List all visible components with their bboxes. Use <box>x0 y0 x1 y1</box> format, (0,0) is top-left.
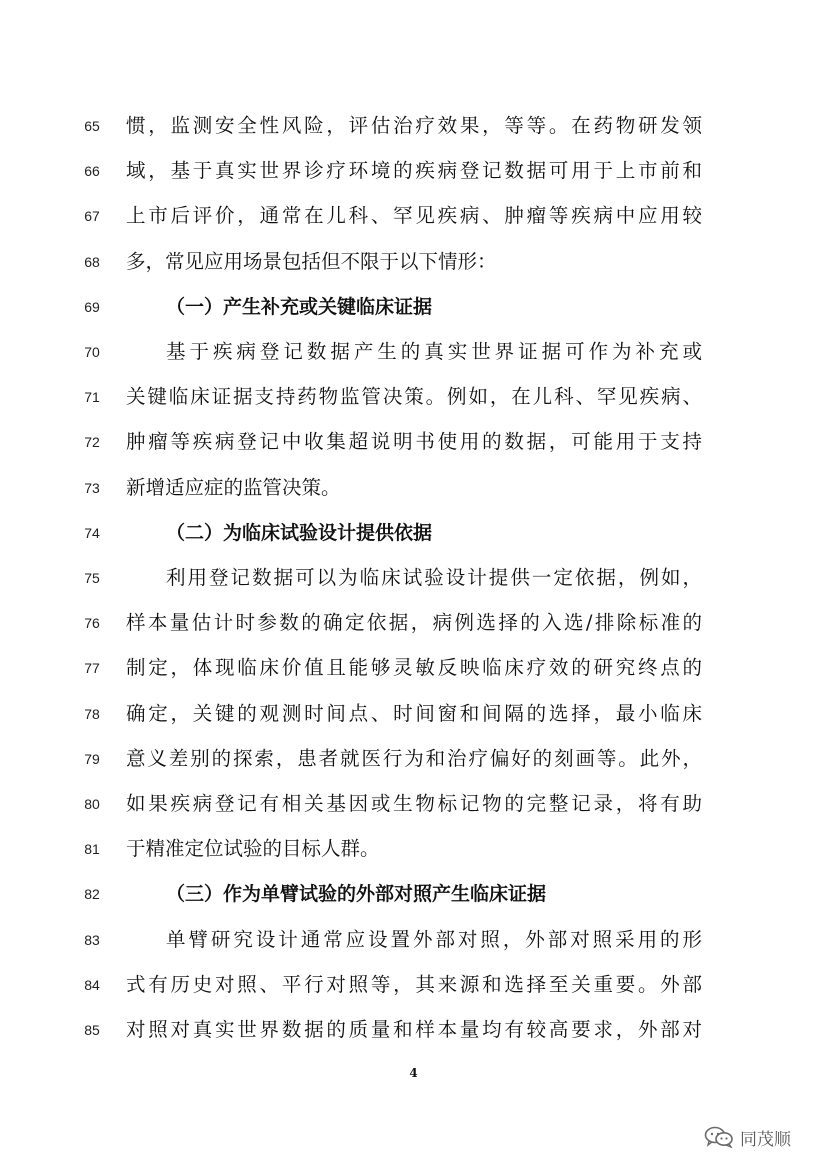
line-number: 67 <box>84 208 100 225</box>
line-number: 71 <box>84 389 100 406</box>
line-number: 81 <box>84 841 100 858</box>
line-number: 69 <box>84 298 100 315</box>
body-text-line: 单臂研究设计通常应设置外部对照，外部对照采用的形 <box>166 927 702 951</box>
document-line <box>0 608 827 638</box>
body-text-line: 样本量估计时参数的确定依据，病例选择的入选/排除标准的 <box>126 611 702 635</box>
document-line <box>0 382 827 412</box>
document-line <box>0 699 827 729</box>
document-line <box>0 879 827 909</box>
document-line <box>0 292 827 322</box>
document-line <box>0 337 827 367</box>
document-line <box>0 563 827 593</box>
document-line <box>0 518 827 548</box>
line-number: 65 <box>84 118 100 134</box>
body-text-line: 式有历史对照、平行对照等，其来源和选择至关重要。外部 <box>126 972 702 996</box>
section-heading: （二）为临床试验设计提供依据 <box>166 521 433 544</box>
document-line <box>0 789 827 819</box>
line-number: 66 <box>84 163 100 180</box>
section-heading: （一）产生补充或关键临床证据 <box>166 295 433 318</box>
body-text-line: 制定，体现临床价值且能够灵敏反映临床疗效的研究终点的 <box>126 656 702 680</box>
body-text-line: 新增适应症的监管决策。 <box>126 475 341 499</box>
body-text-line: 域，基于真实世界诊疗环境的疾病登记数据可用于上市前和 <box>126 159 702 183</box>
line-number: 83 <box>84 931 100 948</box>
body-text-line: 确定，关键的观测时间点、时间窗和间隔的选择，最小临床 <box>126 701 702 725</box>
body-text-line: 多，常见应用场景包括但不限于以下情形： <box>126 249 497 273</box>
page-number: 4 <box>409 1066 418 1080</box>
line-number: 82 <box>84 886 100 903</box>
document-line <box>0 427 827 457</box>
document-line <box>0 834 827 864</box>
body-text-line: 惯，监测安全性风险，评估治疗效果，等等。在药物研发领 <box>126 114 702 137</box>
document-line <box>0 653 827 683</box>
section-heading: （三）作为单臂试验的外部对照产生临床证据 <box>166 883 547 906</box>
document-line <box>0 1015 827 1045</box>
watermark-text: 同茂顺 <box>740 1129 791 1150</box>
document-line <box>0 201 827 231</box>
line-number: 73 <box>84 479 100 496</box>
line-number: 75 <box>84 570 100 586</box>
document-line <box>0 473 827 503</box>
wechat-icon <box>704 1126 734 1148</box>
line-number: 76 <box>84 615 100 632</box>
document-line <box>0 111 827 141</box>
document-line <box>0 925 827 955</box>
line-number: 78 <box>84 705 100 722</box>
line-number: 77 <box>84 660 100 677</box>
body-text-line: 肿瘤等疾病登记中收集超说明书使用的数据，可能用于支持 <box>126 430 702 454</box>
body-text-line: 对照对真实世界数据的质量和样本量均有较高要求，外部对 <box>126 1018 702 1041</box>
body-text-line: 关键临床证据支持药物监管决策。例如，在儿科、罕见疾病、 <box>126 385 702 409</box>
line-number: 72 <box>84 434 100 451</box>
document-line <box>0 247 827 277</box>
line-number: 84 <box>84 976 100 993</box>
document-line <box>0 744 827 774</box>
body-text-line: 利用登记数据可以为临床试验设计提供一定依据，例如， <box>166 566 702 589</box>
body-text-line: 基于疾病登记数据产生的真实世界证据可作为补充或 <box>166 340 702 363</box>
body-text-line: 意义差别的探索，患者就医行为和治疗偏好的刻画等。此外， <box>126 746 702 770</box>
body-text-line: 如果疾病登记有相关基因或生物标记物的完整记录，将有助 <box>126 792 702 815</box>
line-number: 74 <box>84 524 100 541</box>
watermark <box>704 1124 791 1150</box>
body-text-line: 于精准定位试验的目标人群。 <box>126 837 380 861</box>
body-text-line: 上市后评价，通常在儿科、罕见疾病、肿瘤等疾病中应用较 <box>126 204 702 228</box>
line-number: 68 <box>84 253 100 270</box>
line-number: 70 <box>84 344 100 360</box>
document-line <box>0 156 827 186</box>
line-number: 85 <box>84 1022 100 1038</box>
line-number: 79 <box>84 750 100 767</box>
line-number: 80 <box>84 796 100 812</box>
document-line <box>0 970 827 1000</box>
